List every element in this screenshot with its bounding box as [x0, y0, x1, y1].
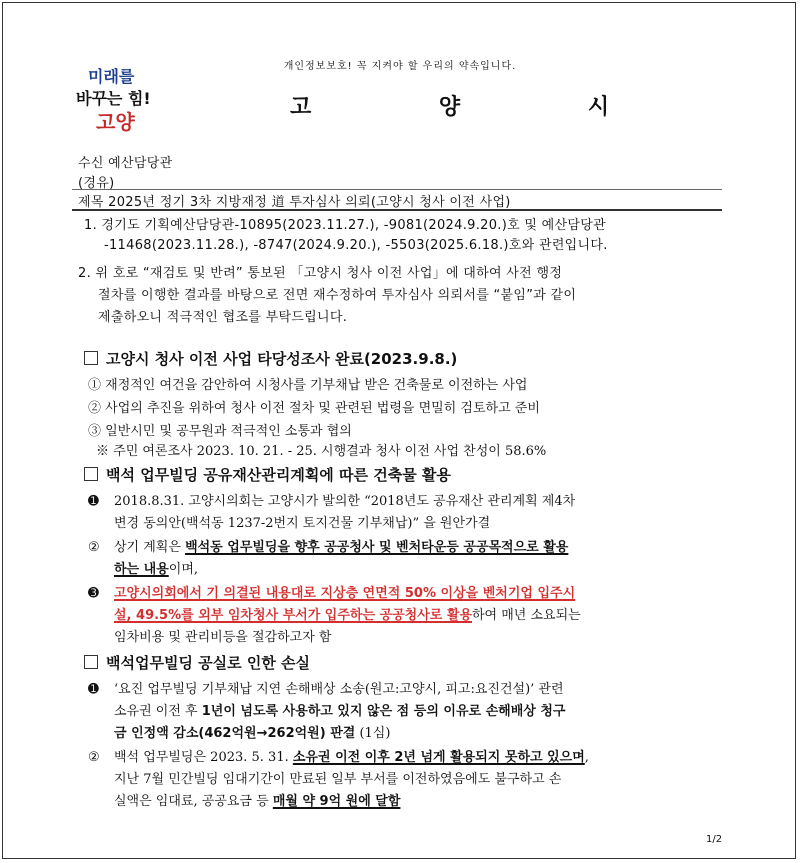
square-bullet-icon	[84, 351, 98, 365]
section2-item-3	[88, 582, 575, 601]
agency-title: 고 양 시	[290, 95, 670, 120]
section2-item2-pre: 상기 계획은	[114, 540, 186, 555]
square-bullet-icon	[84, 467, 98, 481]
para1-line2: -11468(2023.11.28.), -8747(2024.9.20.), -5503(2025.6.18.)호와 관련입니다.	[104, 238, 608, 253]
section2-item2-highlight-2: 하는 내용	[114, 562, 169, 577]
section3-item2-pre: 백석 업무빌딩은 2023. 5. 31.	[114, 750, 293, 765]
subject-top-rule	[72, 189, 722, 190]
section2-item2-highlight: 백석동 업무빌딩을 향후 공공청사 및 벤처타운등 공공목적으로 활용	[185, 540, 569, 555]
section3-item1-line2	[114, 700, 565, 719]
filled-circle-1-icon: ➊	[88, 682, 99, 697]
section3-item-1	[88, 678, 564, 697]
section2-item3-red: 고양시의회에서 기 의결된 내용대로 지상층 연면적 50% 이상을 벤처기업 입주시	[114, 586, 576, 601]
recipient-line: 수신 예산담당관	[78, 156, 173, 171]
filled-circle-1-icon: ➊	[88, 494, 99, 509]
logo-line-2: 바꾸는 힘!	[76, 89, 151, 108]
section3-item1-bold-2: 금 인정액 감소(462억원→262억원) 판결	[114, 726, 356, 741]
privacy-motto: 개인정보보호! 꼭 지켜야 할 우리의 약속입니다.	[283, 61, 517, 72]
section3-item2-post: ,	[584, 750, 589, 765]
para2-line2: 절차를 이행한 결과를 바탕으로 전면 재수정하여 투자심사 의뢰서를 “붙임”과 같이	[98, 288, 577, 303]
section2-item1-line2: 변경 동의안(백석동 1237-2번지 토지건물 기부채납)” 을 원안가결	[114, 516, 491, 531]
section3-title: 백석업무빌딩 공실로 인한 손실	[106, 654, 311, 672]
section2-item1-text: 2018.8.31. 고양시의회는 고양시가 발의한 “2018년도 공유재산 관리계획 제4차	[114, 494, 576, 509]
square-bullet-icon	[84, 655, 98, 669]
section1-heading	[84, 348, 457, 369]
para2-line3: 제출하오니 적극적인 협조를 부탁드립니다.	[98, 310, 348, 325]
circle-2-icon: ②	[88, 540, 100, 555]
section1-item-2: ② 사업의 추진을 위하여 청사 이전 절차 및 관련된 법령을 면밀히 검토하고 준비	[88, 401, 540, 416]
para2-line1: 2. 위 호로 “재검토 및 반려” 통보된 「고양시 청사 이전 사업」에 대하여 사전 행정	[78, 266, 563, 281]
section2-item-2	[88, 536, 568, 555]
section3-item2-line2: 지난 7월 민간빌딩 임대기간이 만료된 일부 부서를 이전하였음에도 불구하고 손	[114, 772, 562, 787]
section1-item-1: ① 재정적인 여건을 감안하여 시청사를 기부채납 받은 건축물로 이전하는 사업	[88, 378, 528, 393]
filled-circle-3-icon: ➌	[88, 586, 99, 601]
section3-item-2	[88, 746, 589, 765]
subject-bottom-rule	[72, 209, 722, 211]
section2-heading	[84, 464, 451, 485]
para1-line1: 1. 경기도 기획예산담당관-10895(2023.11.27.), -9081(2024.9.20.)호 및 예산담당관	[84, 218, 606, 233]
section2-item3-post: 하여 매년 소요되는	[472, 608, 581, 623]
section2-item3-line3: 임차비용 및 관리비등을 절감하고자 함	[114, 630, 332, 645]
section2-title: 백석 업무빌딩 공유재산관리계획에 따른 건축물 활용	[106, 466, 451, 484]
section3-item1-pre: 소유권 이전 후	[114, 704, 202, 719]
via-line: (경유)	[78, 176, 115, 191]
subject-line: 제목 2025년 정기 3차 지방재정 道 투자심사 의뢰(고양시 청사 이전 사업)	[78, 195, 511, 210]
section1-note: ※ 주민 여론조사 2023. 10. 21. - 25. 시행결과 청사 이전 사업 찬성이 58.6%	[96, 444, 547, 459]
section2-item2-post: 이며,	[168, 562, 199, 577]
section2-item3-line2	[114, 604, 581, 623]
logo-line-1: 미래를	[88, 67, 135, 86]
section3-item2-highlight: 소유권 이전 이후 2년 넘게 활용되지 못하고 있으며	[292, 750, 585, 765]
section3-item1-text: ‘요진 업무빌딩 기부채납 지연 손해배상 소송(원고:고양시, 피고:요진건설)’ 관련	[114, 682, 564, 697]
section2-item2-line2	[114, 558, 198, 577]
section3-heading	[84, 652, 310, 673]
section3-item2-highlight-3: 매월 약 9억 원에 달함	[272, 794, 401, 809]
circle-2-icon: ②	[88, 750, 100, 765]
section2-item-1	[88, 490, 575, 509]
section2-item3-red-2: 설, 49.5%를 외부 임차청사 부서가 입주하는 공공청사로 활용	[114, 608, 472, 623]
page-number: 1/2	[706, 834, 723, 845]
section1-item-3: ③ 일반시민 및 공무원과 적극적인 소통과 협의	[88, 424, 352, 439]
logo-line-3: 고양	[96, 110, 135, 134]
section3-item1-line3	[114, 722, 390, 741]
section3-item1-bold: 1년이 넘도록 사용하고 있지 않은 점 등의 이유로 손해배상 청구	[201, 704, 566, 719]
section3-item1-post: (1심)	[355, 726, 391, 741]
section3-item2-pre3: 실액은 임대료, 공공요금 등	[114, 794, 273, 809]
section3-item2-line3	[114, 790, 400, 809]
section1-title: 고양시 청사 이전 사업 타당성조사 완료(2023.9.8.)	[106, 350, 458, 368]
